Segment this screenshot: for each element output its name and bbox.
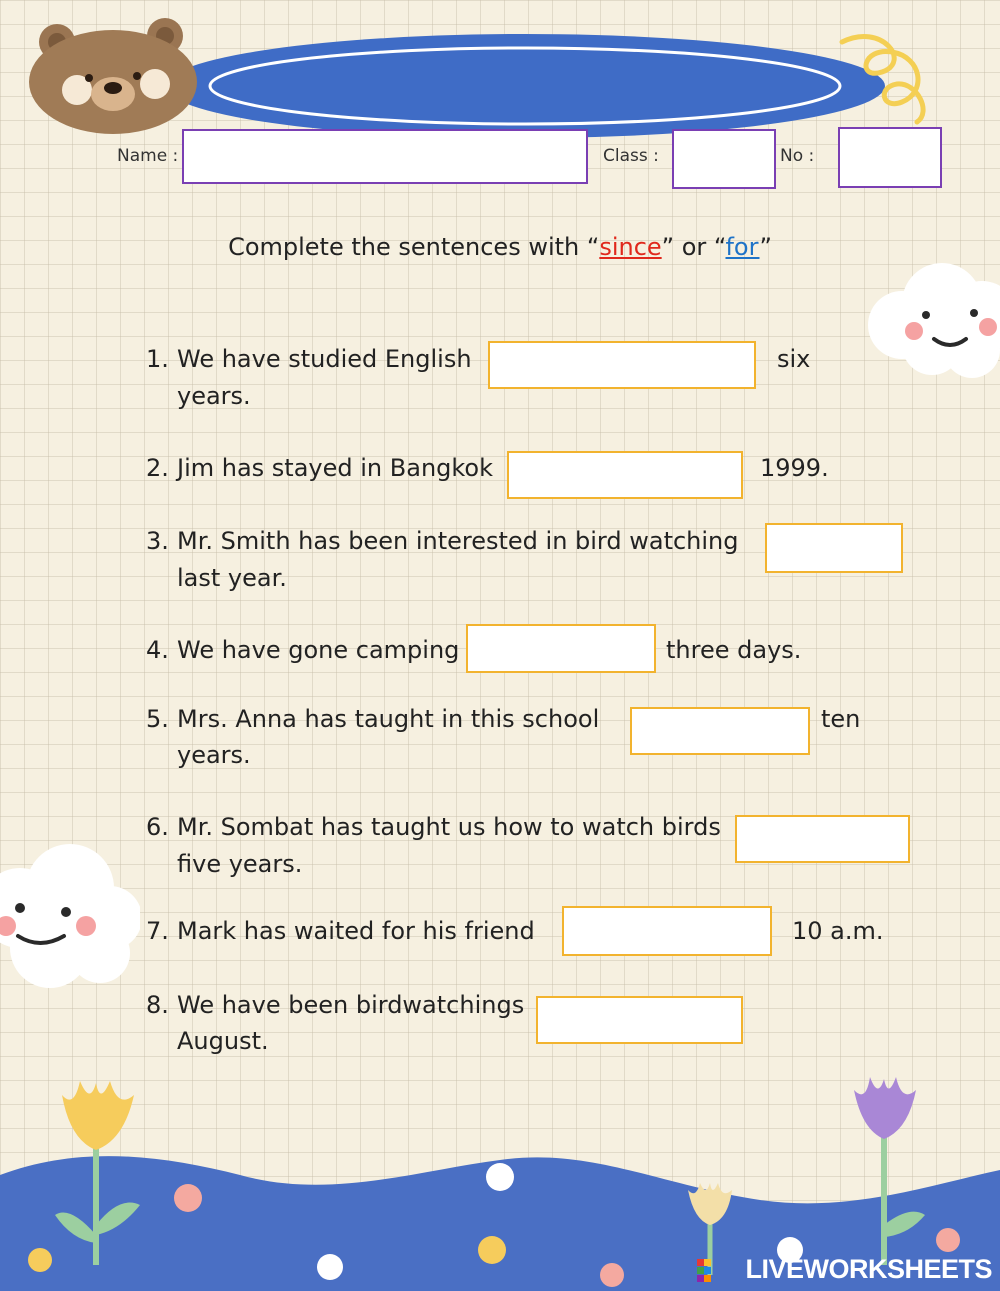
number-field[interactable] — [838, 127, 942, 188]
for-keyword: for — [725, 233, 760, 261]
cloud-face-left-icon — [0, 838, 140, 998]
instructions-prefix: Complete the sentences with “ — [228, 233, 600, 261]
question-3-number: 3. — [146, 527, 169, 555]
answer-8-input[interactable] — [536, 996, 743, 1044]
liveworksheets-logo-icon — [697, 1259, 719, 1283]
question-5-text: Mrs. Anna has taught in this school — [177, 705, 600, 733]
question-6-number: 6. — [146, 813, 169, 841]
question-7-number: 7. — [146, 917, 169, 945]
question-8-continuation: August. — [177, 1027, 269, 1055]
class-field[interactable] — [672, 129, 776, 189]
question-7-text: Mark has waited for his friend — [177, 917, 535, 945]
instructions-suffix: ” — [759, 233, 772, 261]
question-4-after: three days. — [666, 636, 802, 664]
question-1-after: six — [777, 345, 811, 373]
answer-4-input[interactable] — [466, 624, 656, 673]
question-7-after: 10 a.m. — [792, 917, 884, 945]
question-4-number: 4. — [146, 636, 169, 664]
question-1-continuation: years. — [177, 382, 251, 410]
question-5-number: 5. — [146, 705, 169, 733]
instructions-middle: ” or “ — [661, 233, 726, 261]
answer-7-input[interactable] — [562, 906, 772, 956]
answer-5-input[interactable] — [630, 707, 810, 755]
question-2-number: 2. — [146, 454, 169, 482]
liveworksheets-brand[interactable]: LIVEWORKSHEETS — [745, 1254, 992, 1284]
question-6-text: Mr. Sombat has taught us how to watch birds — [177, 813, 721, 841]
question-2-after: 1999. — [760, 454, 829, 482]
answer-3-input[interactable] — [765, 523, 903, 573]
class-label: Class : — [603, 146, 659, 166]
question-1-number: 1. — [146, 345, 169, 373]
question-4-text: We have gone camping — [177, 636, 460, 664]
answer-6-input[interactable] — [735, 815, 910, 863]
bear-face-icon — [25, 12, 205, 137]
question-3-continuation: last year. — [177, 564, 287, 592]
question-5-continuation: years. — [177, 741, 251, 769]
banner-ellipse — [150, 28, 910, 143]
question-1-text: We have studied English — [177, 345, 472, 373]
cloud-face-right-icon — [862, 255, 1000, 380]
answer-1-input[interactable] — [488, 341, 756, 389]
name-field[interactable] — [182, 129, 588, 184]
question-6-continuation: five years. — [177, 850, 303, 878]
answer-2-input[interactable] — [507, 451, 743, 499]
question-2-text: Jim has stayed in Bangkok — [177, 454, 494, 482]
name-label: Name : — [117, 146, 179, 166]
swirl-decoration — [822, 22, 942, 132]
instructions-title — [0, 233, 1000, 261]
question-8-text: We have been birdwatchings — [177, 991, 525, 1019]
no-label: No : — [780, 146, 815, 166]
question-3-text: Mr. Smith has been interested in bird watching — [177, 527, 739, 555]
question-5-after: ten — [821, 705, 861, 733]
since-keyword: since — [599, 233, 662, 261]
question-8-number: 8. — [146, 991, 169, 1019]
